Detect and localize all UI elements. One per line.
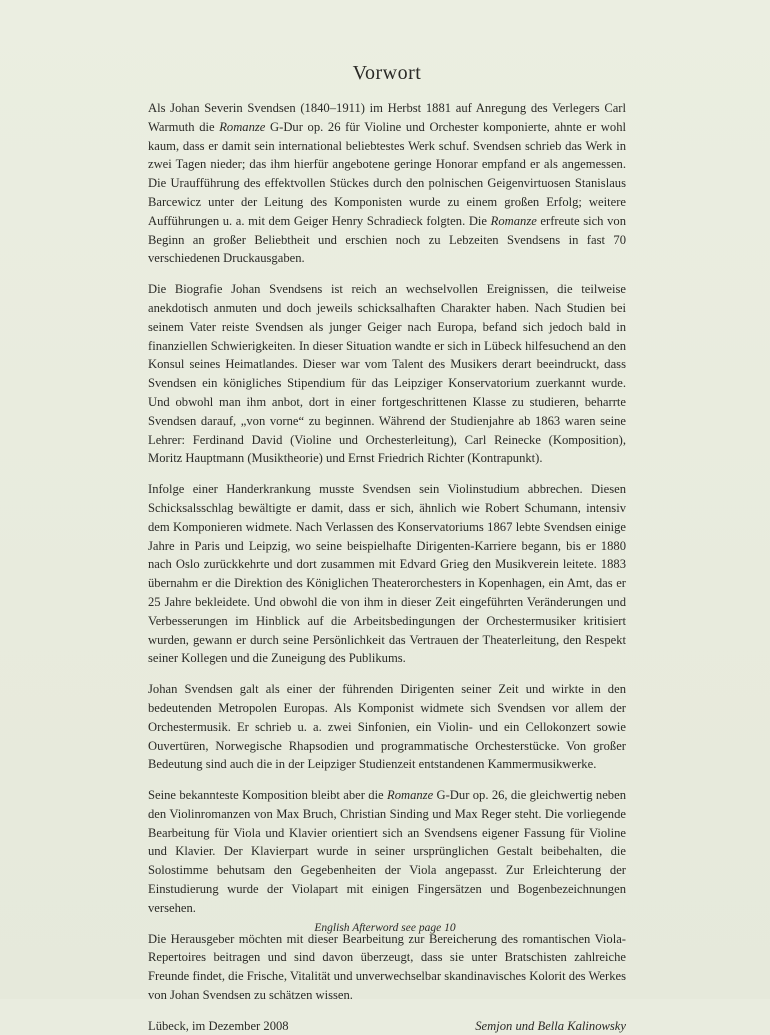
signature-row: [148, 1017, 626, 1035]
italic-title: Romanze: [490, 213, 537, 228]
place-date: Lübeck, im Dezember 2008: [148, 1018, 289, 1033]
paragraph: Johan Svendsen galt als einer der führenden Dirigenten seiner Zeit und wirkte in den bedeutenden Metropolen Europas. Als Komponist widmete sich Svendsen vor allem der Orchestermusik. Er schrieb u. a. zwei Sinfonien, ein Violin- und ein Cellokonzert sowie Ouvertüren, Norwegische Rhapsodien und programmatische Orchesterstücke. Von großer Bedeutung sind auch die in der Leipziger Studienzeit entstandenen Kammermusikwerke.: [148, 682, 626, 772]
paragraph-list: [148, 99, 626, 1005]
italic-title: Romanze: [219, 119, 266, 134]
footer-note: English Afterword see page 10: [314, 922, 456, 934]
italic-title: Romanze: [387, 788, 434, 803]
page-title: Vorwort: [352, 62, 422, 84]
editor-names: Semjon und Bella Kalinowsky: [475, 1018, 626, 1033]
paragraph: Die Biografie Johan Svendsens ist reich an wechselvollen Ereignissen, die teilweise anekdotisch anmuten und doch jeweils schicksalhaften Charakter haben. Nach Studien bei seinem Vater reiste Svendsen als junger Geiger nach Europa, befand sich jedoch bald in finanziellen Schwierigkeiten. In dieser Situation wandte er sich in Lübeck hilfesuchend an den Konsul seines Heimatlandes. Dieser war vom Talent des Musikers derart beeindruckt, dass Svendsen ein königliches Stipendium für das Leipziger Konservatorium zuerkannt wurde. Und obwohl man ihm anbot, dort in einer fortgeschrittenen Klasse zu studieren, beharrte Svendsen darauf, „von vorne“ zu beginnen. Während der Studienjahre ab 1863 waren seine Lehrer: Ferdinand David (Violine und Orchesterleitung), Carl Reinecke (Komposition), Moritz Hauptmann (Musiktheorie) und Ernst Friedrich Richter (Kontrapunkt).: [148, 282, 626, 466]
paragraph: Als Johan Severin Svendsen (1840–1911) im Herbst 1881 auf Anregung des Verlegers Carl Warmuth die Romanze G-Dur op. 26 für Violine und Orchester komponierte, ahnte er wohl kaum, dass er damit sein international beliebtestes Werk schuf. Svendsen schrieb das Werk in zwei Tagen nieder; das ihm hierfür angebotene geringe Honorar empfand er als angemessen. Die Uraufführung des effektvollen Stückes durch den polnischen Geigenvirtuosen Stanislaus Barcewicz unter der Leitung des Komponisten wurde zu einem großen Erfolg; weitere Aufführungen u. a. mit dem Geiger Henry Schradieck folgten. Die Romanze erfreute sich von Beginn an großer Beliebtheit und erschien noch zu Lebzeiten Svendsens in fast 70 verschiedenen Druckausgaben.: [148, 101, 626, 266]
paragraph: Seine bekannteste Komposition bleibt aber die Romanze G-Dur op. 26, die gleichwertig neben den Violinromanzen von Max Bruch, Christian Sinding und Max Reger steht. Die vorliegende Bearbeitung für Viola und Klavier orientiert sich an Svendsens eigener Fassung für Violine und Klavier. Der Klavierpart wurde in seiner ursprünglichen Gestalt beibehalten, die Solostimme behutsam den Gegebenheiten der Viola angepasst. Zur Erleichterung der Einstudierung wurde der Violapart mit einigen Fingersätzen und Bogenbezeichnungen versehen.: [148, 788, 626, 915]
paragraph: Infolge einer Handerkrankung musste Svendsen sein Violinstudium abbrechen. Diesen Schicksalsschlag bewältigte er damit, dass er sich, ähnlich wie Robert Schumann, intensiv dem Komponieren widmete. Nach Verlassen des Konservatoriums 1867 lebte Svendsen einige Jahre in Paris und Leipzig, wo seine beispielhafte Dirigenten-Karriere begann, bis er 1880 nach Oslo zurückkehrte und dort zusammen mit Edvard Grieg den Musikverein leitete. 1883 übernahm er die Direktion des Königlichen Theaterorchesters in Kopenhagen, ein Amt, das er 25 Jahre bekleidete. Und obwohl die von ihm in dieser Zeit eingeführten Veränderungen und Verbesserungen im Hinblick auf die Arbeitsbedingungen der Orchestermusiker kritisiert wurden, gewann er durch seine Persönlichkeit das Vertrauen der Theaterleitung, den Respekt seiner Kollegen und die Zuneigung des Publikums.: [148, 482, 626, 666]
document-body: [148, 62, 626, 1035]
paragraph: Die Herausgeber möchten mit dieser Bearbeitung zur Bereicherung des romantischen Viola-Repertoires beitragen und sind davon überzeugt, dass sie unter Bratschisten zahlreiche Freunde findet, die Frische, Vitalität und unverwechselbar skandinavisches Kolorit des Werkes von Johan Svendsen zu schätzen wissen.: [148, 931, 626, 1003]
